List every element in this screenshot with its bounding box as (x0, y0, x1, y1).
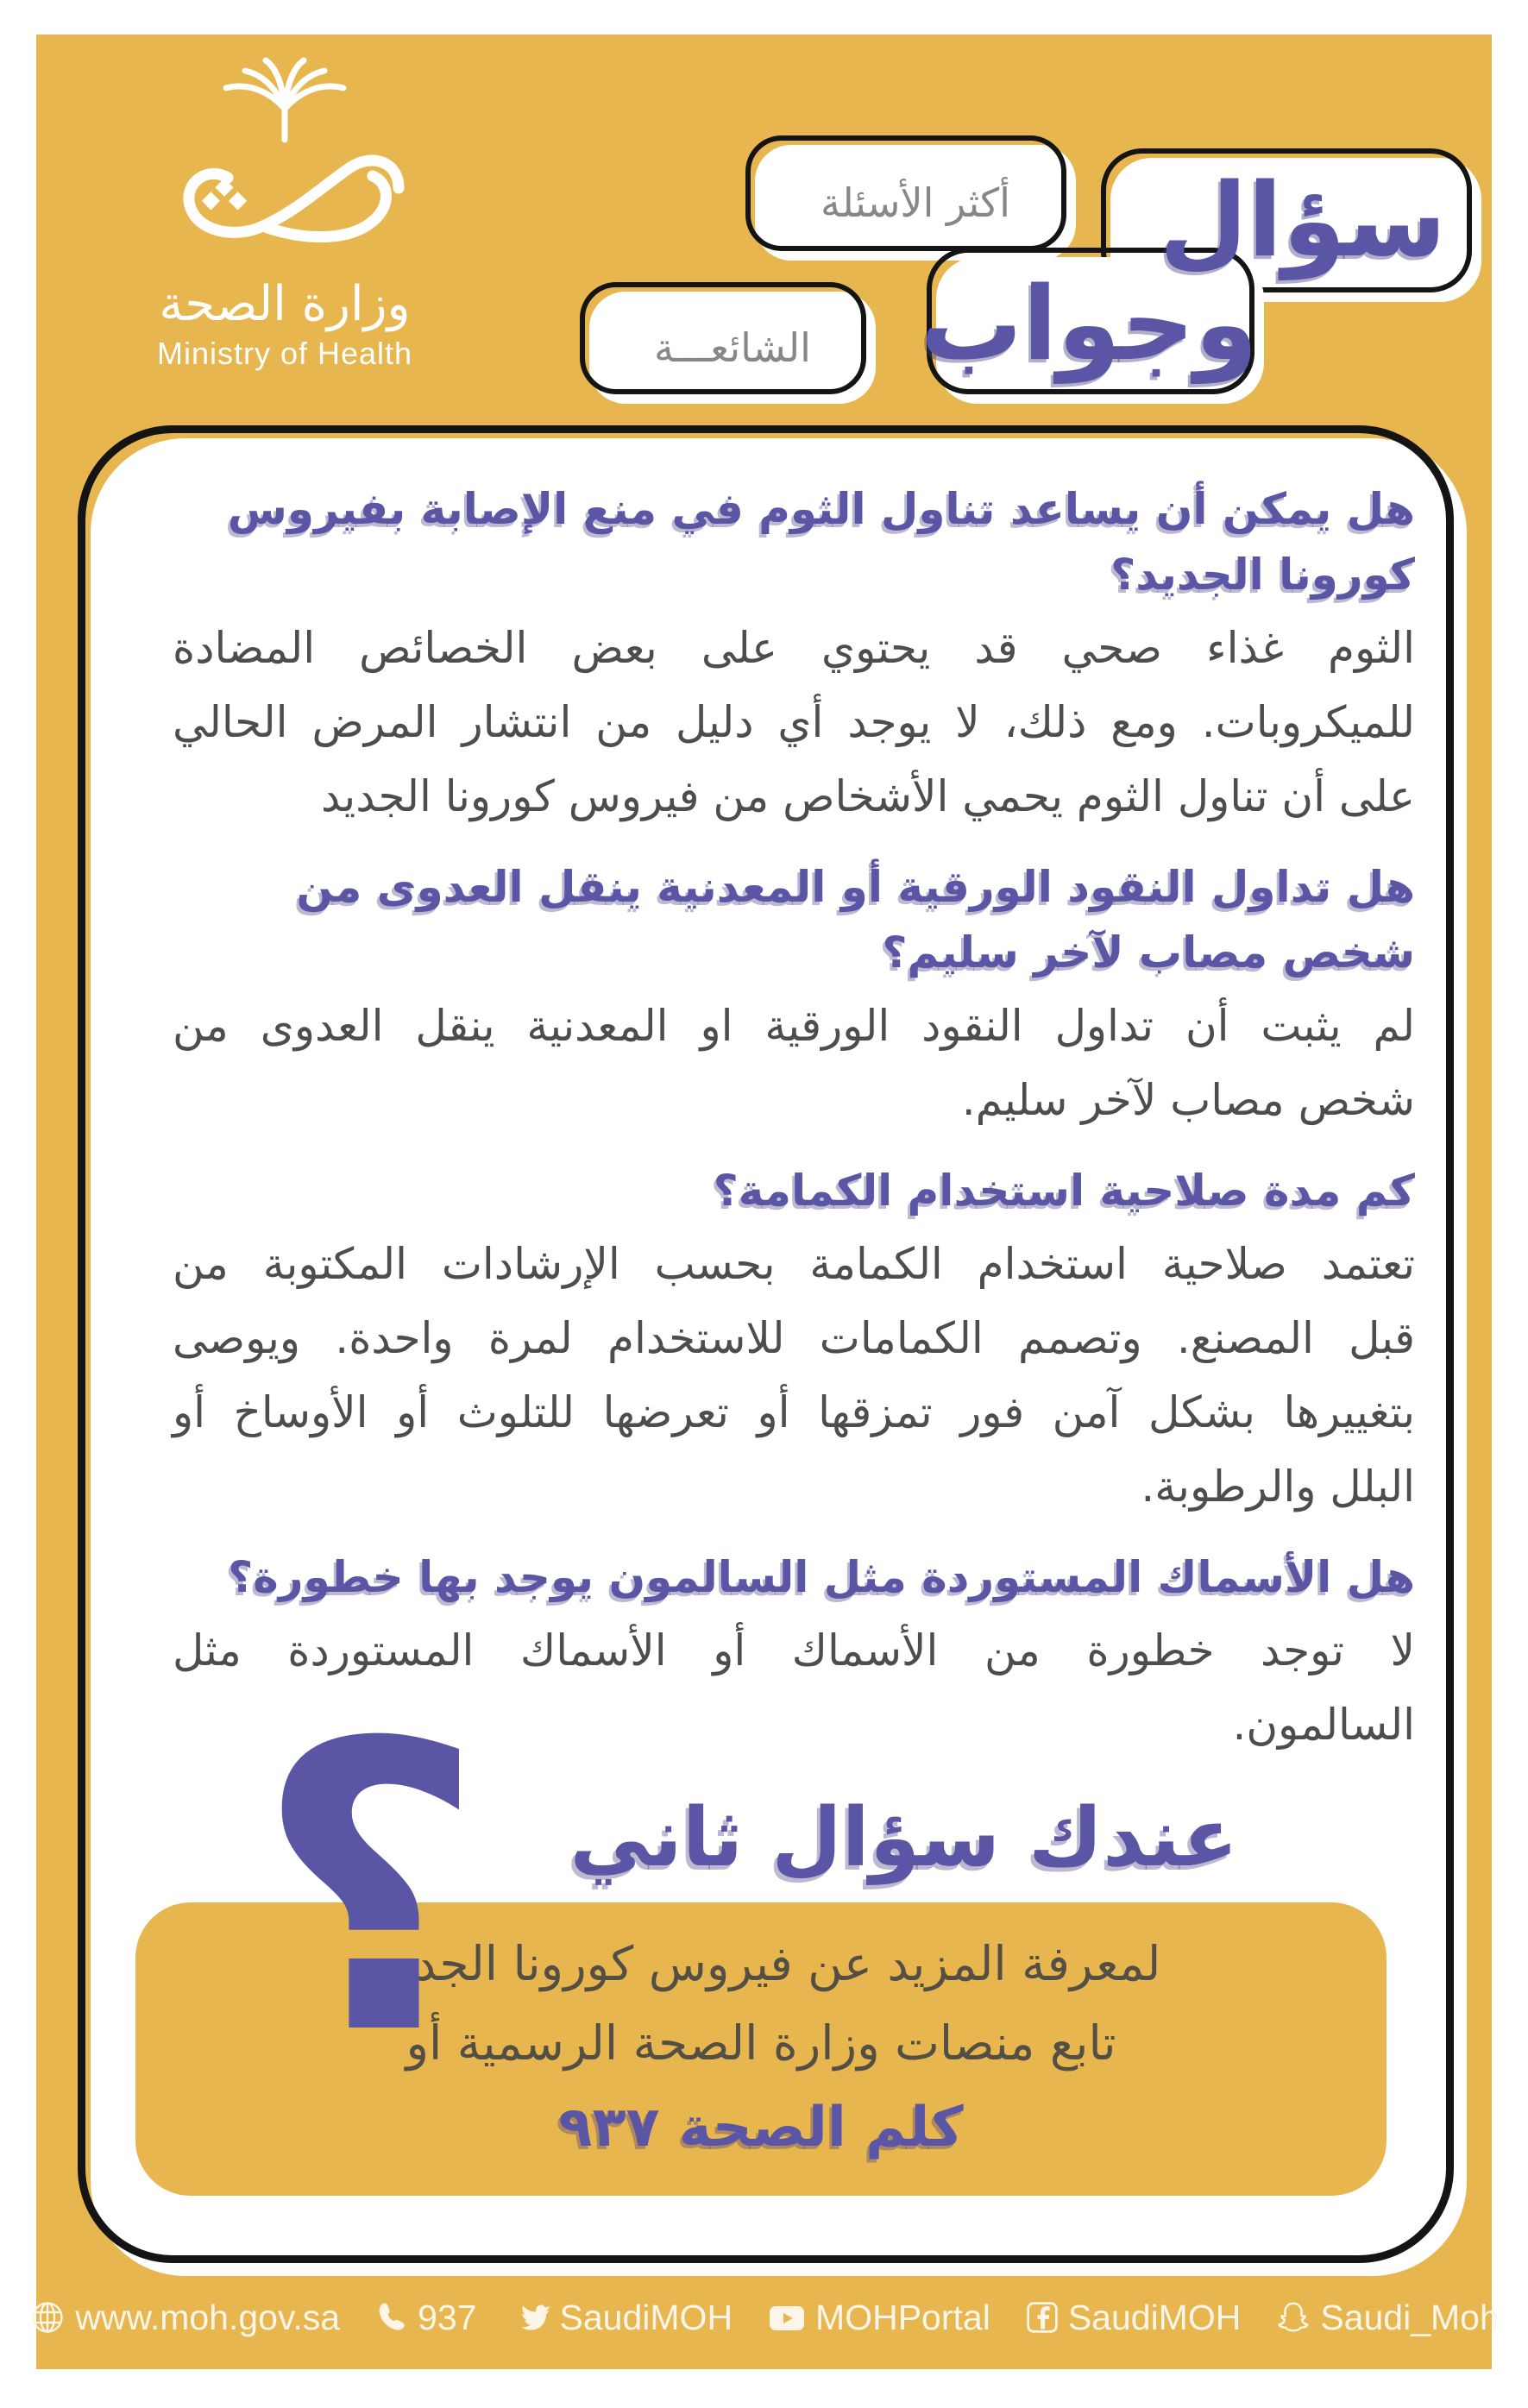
footer-item-phone (374, 2298, 476, 2338)
phone-number: 937 (418, 2297, 477, 2337)
website-url: www.moh.gov.sa (75, 2297, 341, 2337)
badge-most-questions (755, 145, 1076, 261)
twitter-handle: SaudiMOH (559, 2297, 733, 2337)
question (173, 854, 1415, 985)
page-title-word2: وجواب (920, 264, 1258, 383)
snapchat-icon (1275, 2299, 1311, 2336)
answer-line: شخص مصاب لآخر سليم. (961, 1075, 1415, 1125)
question (173, 1544, 1415, 1610)
big-question-mark: ؟ (255, 1660, 485, 2122)
answer-line: على أن تناول الثوم يحمي الأشخاص من فيروس كورونا الجديد (321, 771, 1415, 821)
moh-emblem-icon (138, 57, 431, 271)
question-line: كورونا الجديد؟ (1110, 550, 1415, 600)
question-line: كم مدة صلاحية استخدام الكمامة؟ (713, 1166, 1415, 1216)
answer-line: السالمون. (1232, 1700, 1415, 1750)
moh-logo (95, 57, 475, 372)
answer-line: البلل والرطوبة. (1141, 1462, 1415, 1512)
footer-item-twitter (512, 2298, 733, 2338)
badge-most-questions-label: أكثر الأسئلة (821, 179, 1010, 226)
question-line: شخص مصاب لآخر سليم؟ (882, 927, 1415, 978)
answer-line: لا توجد خطورة من الأسماك أو الأسماك المستوردة مثل (173, 1625, 1415, 1676)
badge-common-label: الشائعـــة (654, 324, 811, 371)
youtube-handle: MOHPortal (815, 2297, 990, 2337)
qa-section (173, 1158, 1415, 1524)
info-line: تابع منصات وزارة الصحة الرسمية أو (406, 2015, 1116, 2071)
footer-item-youtube (767, 2298, 990, 2338)
question-line: هل تداول النقود الورقية أو المعدنية ينقل العدوى من (296, 862, 1415, 912)
question (173, 1158, 1415, 1223)
footer-item-facebook (1025, 2298, 1242, 2338)
logo-name-english: Ministry of Health (156, 336, 413, 371)
logo-name-arabic: وزارة الصحة (159, 276, 411, 332)
qa-section (173, 854, 1415, 1137)
answer-line: للميكروبات. ومع ذلك، لا يوجد أي دليل من انتشار المرض الحالي (173, 697, 1415, 747)
qa-section (173, 476, 1415, 833)
answer-line: قبل المصنع. وتصمم الكمامات للاستخدام لمرة واحدة. ويوصى (173, 1313, 1415, 1363)
snapchat-handle: Saudi_Moh (1320, 2297, 1500, 2337)
answer (173, 611, 1415, 833)
call-health-937: كلم الصحة ٩٣٧ (558, 2096, 964, 2160)
twitter-icon (512, 2300, 551, 2335)
facebook-handle: SaudiMOH (1067, 2297, 1242, 2337)
footer-item-snapchat (1275, 2298, 1499, 2338)
footer-item-website (28, 2298, 340, 2338)
page-title-word1: سؤال (1159, 160, 1447, 280)
globe-icon (28, 2298, 66, 2336)
answer (173, 1227, 1415, 1524)
question-line: هل الأسماك المستوردة مثل السالمون يوجد بها خطورة؟ (228, 1552, 1415, 1602)
answer-line: تعتمد صلاحية استخدام الكمامة بحسب الإرشادات المكتوبة من (173, 1239, 1415, 1289)
badge-common (589, 292, 876, 404)
facebook-icon (1025, 2300, 1060, 2335)
answer-line: لم يثبت أن تداول النقود الورقية او المعدنية ينقل العدوى من (173, 1001, 1415, 1051)
question (173, 476, 1415, 607)
answer (173, 989, 1415, 1137)
phone-icon (374, 2300, 409, 2335)
youtube-icon (767, 2300, 807, 2335)
info-line: لمعرفة المزيد عن فيروس كورونا الجديد، (361, 1935, 1161, 1991)
another-question-prompt: عندك سؤال ثاني (569, 1791, 1238, 1885)
question-line: هل يمكن أن يساعد تناول الثوم في منع الإصابة بفيروس (227, 484, 1415, 534)
footer-contact-bar (36, 2279, 1500, 2355)
answer-line: بتغييرها بشكل آمن فور تمزقها أو تعرضها للتلوث أو الأوساخ أو (173, 1387, 1415, 1437)
answer-line: الثوم غذاء صحي قد يحتوي على بعض الخصائص المضادة (173, 623, 1415, 673)
